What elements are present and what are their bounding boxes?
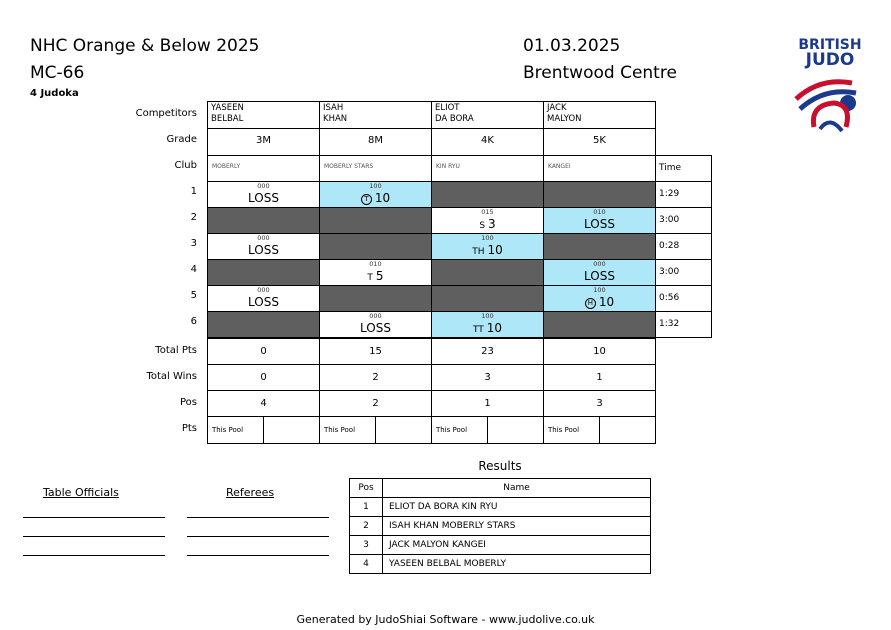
club-cell: MOBERLY STARS <box>319 155 432 182</box>
technique-symbol: T <box>367 273 373 283</box>
competitor-name: ISAH KHAN <box>319 101 432 129</box>
label-total-pts: Total Pts <box>155 345 197 356</box>
blocked-cell <box>543 311 656 338</box>
technique-symbol: T <box>361 194 372 205</box>
match-result <box>544 217 655 231</box>
result-value: LOSS <box>360 321 391 335</box>
result-value: LOSS <box>584 269 615 283</box>
label-grade: Grade <box>166 134 197 145</box>
match-result <box>320 269 431 283</box>
event-venue: Brentwood Centre <box>523 63 677 83</box>
pool-pts-cell: This Pool <box>431 416 544 444</box>
pos-cell: 1 <box>431 390 544 417</box>
label-club: Club <box>174 160 197 171</box>
blocked-cell <box>543 181 656 208</box>
logo-text-line1: BRITISH <box>798 37 862 53</box>
table-officials-label: Table Officials <box>43 486 119 499</box>
result-value: 3 <box>488 217 496 231</box>
blocked-cell <box>431 285 544 312</box>
label-competitors: Competitors <box>135 108 197 119</box>
grade-cell: 5K <box>543 128 656 156</box>
score-code: 010 <box>593 208 606 216</box>
club-cell: MOBERLY <box>207 155 320 182</box>
match-result <box>320 321 431 335</box>
blocked-cell <box>319 233 432 260</box>
pool-pts-cell: This Pool <box>207 416 320 444</box>
event-title: NHC Orange & Below 2025 <box>30 36 260 56</box>
results-header-pos: Pos <box>350 479 383 498</box>
footer-credit: Generated by JudoShiai Software - www.judolive.co.uk <box>296 613 595 626</box>
signature-line <box>187 536 329 537</box>
blocked-cell <box>207 259 320 286</box>
category-label: MC-66 <box>30 63 85 83</box>
results-header-row <box>350 479 651 498</box>
match-result <box>208 243 319 257</box>
result-value: 10 <box>487 243 503 257</box>
match-time: 1:29 <box>655 181 712 208</box>
pool-pts-cell: This Pool <box>319 416 432 444</box>
match-time: 3:00 <box>655 259 712 286</box>
match-result-cell <box>207 233 320 260</box>
results-title: Results <box>478 459 522 473</box>
match-result <box>544 269 655 283</box>
blocked-cell <box>431 259 544 286</box>
result-value: 10 <box>598 295 615 309</box>
technique-symbol: TT <box>472 325 484 335</box>
technique-symbol: TH <box>472 247 485 257</box>
match-result <box>544 295 655 309</box>
match-result-cell <box>431 311 544 338</box>
competitor-name: YASEEN BELBAL <box>207 101 320 129</box>
match-result-cell <box>319 181 432 208</box>
match-result-cell <box>431 233 544 260</box>
logo-text-line2: JUDO <box>805 50 855 70</box>
pool-pts-cell: This Pool <box>543 416 656 444</box>
results-table <box>349 478 651 574</box>
match-number: 1 <box>190 186 197 197</box>
blocked-cell <box>207 207 320 234</box>
referees-label: Referees <box>226 486 275 499</box>
score-code: 000 <box>593 260 606 268</box>
result-value: 5 <box>375 269 384 283</box>
score-code: 000 <box>369 312 382 320</box>
total-wins-cell: 0 <box>207 364 320 391</box>
total-wins-cell: 3 <box>431 364 544 391</box>
match-result-cell <box>543 259 656 286</box>
grade-cell: 4K <box>431 128 544 156</box>
score-code: 100 <box>369 182 382 190</box>
match-number: 6 <box>190 316 197 327</box>
match-result-cell <box>207 181 320 208</box>
competitor-name: ELIOT DA BORA <box>431 101 544 129</box>
score-code: 100 <box>593 286 606 294</box>
match-result-cell <box>319 311 432 338</box>
score-code: 010 <box>369 260 382 268</box>
club-cell: KIN RYU <box>431 155 544 182</box>
result-value: LOSS <box>248 243 279 257</box>
total-pts-cell: 0 <box>207 338 320 365</box>
match-result-cell <box>207 285 320 312</box>
match-time: 0:28 <box>655 233 712 260</box>
grade-cell: 8M <box>319 128 432 156</box>
signature-line <box>187 517 329 518</box>
label-pos: Pos <box>179 397 197 408</box>
total-pts-cell: 23 <box>431 338 544 365</box>
match-time: 3:00 <box>655 207 712 234</box>
signature-line <box>23 536 165 537</box>
score-code: 015 <box>481 208 494 216</box>
match-time: 0:56 <box>655 285 712 312</box>
label-pts: Pts <box>181 423 197 434</box>
match-result <box>320 191 431 205</box>
result-value: LOSS <box>248 295 279 309</box>
match-result <box>208 191 319 205</box>
score-code: 100 <box>481 312 494 320</box>
total-pts-cell: 15 <box>319 338 432 365</box>
pos-cell: 4 <box>207 390 320 417</box>
signature-line <box>23 517 165 518</box>
match-number: 2 <box>190 212 197 223</box>
match-result <box>432 321 543 335</box>
judoka-count: 4 Judoka <box>30 88 79 99</box>
match-result-cell <box>543 207 656 234</box>
total-wins-cell: 2 <box>319 364 432 391</box>
match-result-cell <box>319 259 432 286</box>
competitor-name: JACK MALYON <box>543 101 656 129</box>
signature-line <box>187 555 329 556</box>
match-result-cell <box>431 207 544 234</box>
match-number: 4 <box>190 264 197 275</box>
match-number: 3 <box>190 238 197 249</box>
pos-cell: 2 <box>319 390 432 417</box>
label-total-wins: Total Wins <box>146 371 197 382</box>
table-row: 4 YASEEN BELBAL MOBERLY <box>350 555 651 574</box>
score-code: 000 <box>257 182 270 190</box>
club-cell: KANGEI <box>543 155 656 182</box>
result-value: 10 <box>486 321 503 335</box>
pos-cell: 3 <box>543 390 656 417</box>
match-result <box>432 243 543 257</box>
blocked-cell <box>319 285 432 312</box>
total-wins-cell: 1 <box>543 364 656 391</box>
technique-symbol: H <box>585 298 596 309</box>
blocked-cell <box>207 311 320 338</box>
blocked-cell <box>319 207 432 234</box>
judo-emblem-icon <box>790 69 870 139</box>
time-header: Time <box>655 155 712 182</box>
event-date: 01.03.2025 <box>523 36 621 56</box>
match-time: 1:32 <box>655 311 712 338</box>
british-judo-logo <box>790 38 870 148</box>
result-value: LOSS <box>248 191 279 205</box>
table-row: 1 ELIOT DA BORA KIN RYU <box>350 498 651 517</box>
match-number: 5 <box>190 290 197 301</box>
table-row: 2 ISAH KHAN MOBERLY STARS <box>350 517 651 536</box>
match-result <box>208 295 319 309</box>
score-code: 000 <box>257 234 270 242</box>
table-row: 3 JACK MALYON KANGEI <box>350 536 651 555</box>
result-value: 10 <box>374 191 391 205</box>
total-pts-cell: 10 <box>543 338 656 365</box>
grade-cell: 3M <box>207 128 320 156</box>
match-result <box>432 217 543 231</box>
match-result-cell <box>543 285 656 312</box>
technique-symbol: S <box>479 221 486 231</box>
blocked-cell <box>543 233 656 260</box>
signature-line <box>23 555 165 556</box>
result-value: LOSS <box>584 217 615 231</box>
results-header-name: Name <box>383 479 651 498</box>
score-code: 000 <box>257 286 270 294</box>
score-code: 100 <box>481 234 494 242</box>
blocked-cell <box>431 181 544 208</box>
